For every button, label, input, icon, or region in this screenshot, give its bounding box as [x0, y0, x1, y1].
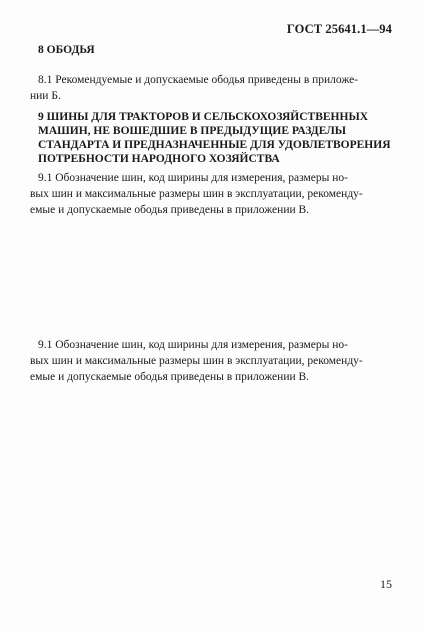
paragraph-line: 9.1 Обозначение шин, код ширины для измерения, размеры но-: [38, 172, 348, 184]
paragraph-line: емые и допускаемые ободья приведены в приложении В.: [30, 204, 310, 216]
heading-line: СТАНДАРТА И ПРЕДНАЗНАЧЕННЫЕ ДЛЯ УДОВЛЕТВОРЕНИЯ: [38, 139, 391, 151]
paragraph-9-1: [30, 170, 394, 218]
heading-line: 9 ШИНЫ ДЛЯ ТРАКТОРОВ И СЕЛЬСКОХОЗЯЙСТВЕННЫХ: [38, 111, 369, 123]
section-9-heading: [38, 110, 391, 166]
paragraph-line: 8.1 Рекомендуемые и допускаемые ободья приведены в приложе-: [38, 74, 359, 86]
paragraph-9-1-repeat: [30, 337, 394, 385]
paragraph-line: 9.1 Обозначение шин, код ширины для измерения, размеры но-: [38, 339, 348, 351]
heading-line: ПОТРЕБНОСТИ НАРОДНОГО ХОЗЯЙСТВА: [38, 153, 280, 165]
page-number: 15: [380, 577, 392, 591]
heading-line: МАШИН, НЕ ВОШЕДШИЕ В ПРЕДЫДУЩИЕ РАЗДЕЛЫ: [38, 125, 347, 137]
standard-number: ГОСТ 25641.1—94: [286, 22, 392, 36]
paragraph-line: нии Б.: [30, 90, 61, 102]
paragraph-line: вых шин и максимальные размеры шин в эксплуатации, рекоменду-: [30, 355, 363, 367]
paragraph-line: вых шин и максимальные размеры шин в эксплуатации, рекоменду-: [30, 188, 363, 200]
section-8-heading: 8 ОБОДЬЯ: [38, 44, 95, 56]
paragraph-8-1: [30, 72, 394, 104]
paragraph-line: емые и допускаемые ободья приведены в приложении В.: [30, 371, 310, 383]
